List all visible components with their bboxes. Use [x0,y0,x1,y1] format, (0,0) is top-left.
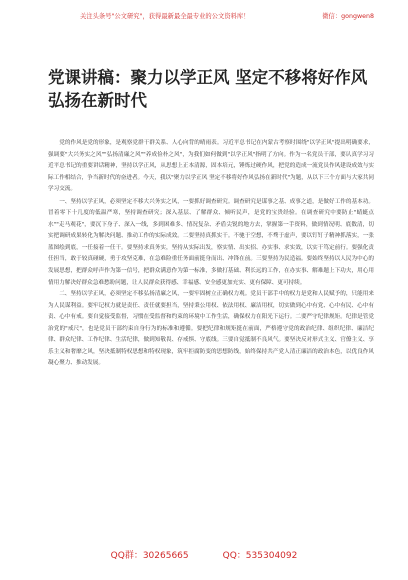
banner-wechat-id: 微信：gongwen8 [322,12,374,20]
paragraph-section-two: 二、坚持以学正风，必须坚定不移弘扬清廉之风，一要牢固树立正确权力观。党员干部手中的权力是党和人民赋予的，只能用来为人民谋利益。要牢记权力就是责任、责任就要担当，坚持秉公用权、依法用权、廉洁用权，切实做到心中有党、心中有民、心中有责、心中有戒。要自觉接受监督，习惯在受监督和约束的环境中工作生活，确保权力在阳光下运行。二要严守纪律规矩。纪律是管党治党的"戒尺"，也是党员干部约束自身行为的标准和遵循。要把纪律和规矩挺在前面，严格遵守党的政治纪律、组织纪律、廉洁纪律、群众纪律、工作纪律、生活纪律，做到知敬畏、存戒惧、守底线。三要自觉抵制不良风气。要坚决反对形式主义、官僚主义、享乐主义和奢靡之风，坚决抵制特权思想和特权现象，筑牢拒腐防变的思想防线，始终保持共产党人清正廉洁的政治本色，以优良作风凝心聚力、推动发展。 [48,291,374,367]
paragraph-section-one: 一、坚持以学正风，必须坚定不移大兴务实之风，一要抓好调查研究。调查研究是谋事之基、成事之道，是做好工作的基本功。冒着零下十几度的低温严寒，坚持调查研究；深入基层、了解群众、倾听民声，是党的宝贵经验。在调查研究中要防止"蜻蜓点水""走马观花"，要沉下身子、深入一线，多到困难多、情况复杂、矛盾尖锐的地方去，掌握第一手资料，做到情况明、底数清，切实把调研成果转化为解决问题、推动工作的实际成效。二要坚持真抓实干。不驰于空想，不骛于虚声，要以钉钉子精神抓落实，一张蓝图绘到底，一任接着一任干。要坚持求真务实，坚持从实际出发，察实情、出实招、办实事、求实效，以实干笃定前行。要强化责任担当，敢于较真碰硬，勇于攻坚克难，在急难险重任务面前挺身而出、冲锋在前。三要坚持为民造福。要始终坚持以人民为中心的发展思想，把群众呼声作为第一信号，把群众满意作为第一标准，多做打基础、利长远的工作，在办实事、解难题上下功夫，用心用情用力解决好群众急难愁盼问题，让人民群众获得感、幸福感、安全感更加充实、更有保障、更可持续。 [48,198,374,286]
banner-promo-text: 关注头条号"公文研究"，获得最新最全最专业的公文资料库！ [80,12,250,20]
footer-qq-group: QQ群：30265665 [110,551,189,561]
page-title: 党课讲稿：聚力以学正风 坚定不移将好作风弘扬在新时代 [48,68,368,110]
footer-qq: QQ：535304092 [222,551,298,561]
paragraph-intro: 党的作风是党的形象，是观察党群干群关系、人心向背的晴雨表。习近平总书记在内蒙古考察时围绕"以学正风"提出明确要求，强调要"大兴务实之风""弘扬清廉之风""养成俭朴之风"，为我们如何做到"以学正风"指明了方向。作为一名党员干部，要认真学习习近平总书记的重要讲话精神，坚持以学正风，从思想上正本清源，固本培元，锤炼过硬作风，把党的造成一流党员作风建设成效与实际工作相结合，争当新时代的奋进者。今天，我以"聚力以学正风 坚定不移将好作风弘扬在新时代"为题，从以下三个方面与大家共同学习交流。 [48,140,374,193]
article-body [48,138,374,370]
top-banner [0,0,408,30]
footer-contact [0,548,408,564]
